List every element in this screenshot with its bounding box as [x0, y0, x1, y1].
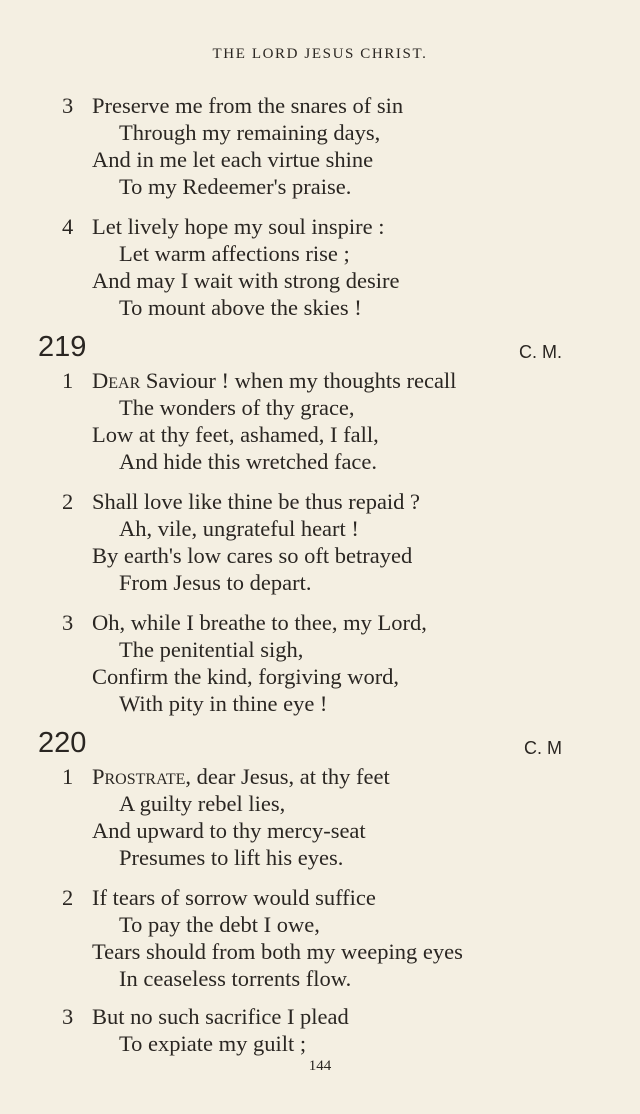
verse-line: Presumes to lift his eyes.: [119, 845, 344, 870]
verse-line: And upward to thy mercy-seat: [92, 818, 366, 843]
verse-line: But no such sacrifice I plead: [92, 1004, 349, 1029]
verse-line: From Jesus to depart.: [119, 570, 312, 595]
verse-line: To mount above the skies !: [119, 295, 362, 320]
verse-line: Tears should from both my weeping eyes: [92, 939, 463, 964]
verse-line: The penitential sigh,: [119, 637, 304, 662]
verse-line: And hide this wretched face.: [119, 449, 378, 474]
hymn-number: 219: [38, 331, 87, 363]
verse-line: In ceaseless torrents flow.: [119, 966, 352, 991]
verse-line: Oh, while I breathe to thee, my Lord,: [92, 610, 427, 635]
verse-line: Confirm the kind, forgiving word,: [92, 664, 400, 689]
verse-line: To expiate my guilt ;: [119, 1031, 307, 1056]
verse-line: Shall love like thine be thus repaid ?: [92, 489, 421, 514]
hymn-meter: C. M: [524, 738, 562, 758]
verse-number: 1: [62, 368, 74, 393]
verse-line: [92, 370, 456, 393]
verse-number: 2: [62, 489, 74, 514]
verse-line: A guilty rebel lies,: [119, 791, 286, 816]
verse-line: If tears of sorrow would suffice: [92, 885, 376, 910]
hymn-meter: C. M.: [519, 342, 562, 362]
running-header: THE LORD JESUS CHRIST.: [212, 46, 428, 62]
verse-line-text: , dear Jesus, at thy feet: [185, 764, 390, 789]
verse-first-word: Prostrate: [92, 764, 186, 789]
verse-line: And in me let each virtue shine: [92, 147, 374, 172]
verse-number: 3: [62, 610, 74, 635]
verse-line: Ah, vile, ungrateful heart !: [119, 516, 359, 541]
verse-line: [92, 766, 390, 789]
verse-line: Low at thy feet, ashamed, I fall,: [92, 422, 379, 447]
verse-line: By earth's low cares so oft betrayed: [92, 543, 413, 568]
verse-line: Preserve me from the snares of sin: [92, 93, 404, 118]
verse-line: To pay the debt I owe,: [119, 912, 320, 937]
verse-number: 3: [62, 93, 74, 118]
verse-number: 2: [62, 885, 74, 910]
verse-first-word: Dear: [92, 368, 141, 393]
verse-line: With pity in thine eye !: [119, 691, 328, 716]
verse-line-text: Saviour ! when my thoughts recall: [140, 368, 457, 393]
verse-line: The wonders of thy grace,: [119, 395, 355, 420]
verse-line: Let lively hope my soul inspire :: [92, 214, 385, 239]
verse-line: To my Redeemer's praise.: [119, 174, 352, 199]
hymn-number: 220: [38, 727, 87, 759]
verse-number: 3: [62, 1004, 74, 1029]
verse-line: And may I wait with strong desire: [92, 268, 400, 293]
page-number: 144: [308, 1058, 332, 1074]
verse-line: Through my remaining days,: [119, 120, 381, 145]
verse-number: 1: [62, 764, 74, 789]
verse-number: 4: [62, 214, 74, 239]
verse-line: Let warm affections rise ;: [119, 241, 350, 266]
